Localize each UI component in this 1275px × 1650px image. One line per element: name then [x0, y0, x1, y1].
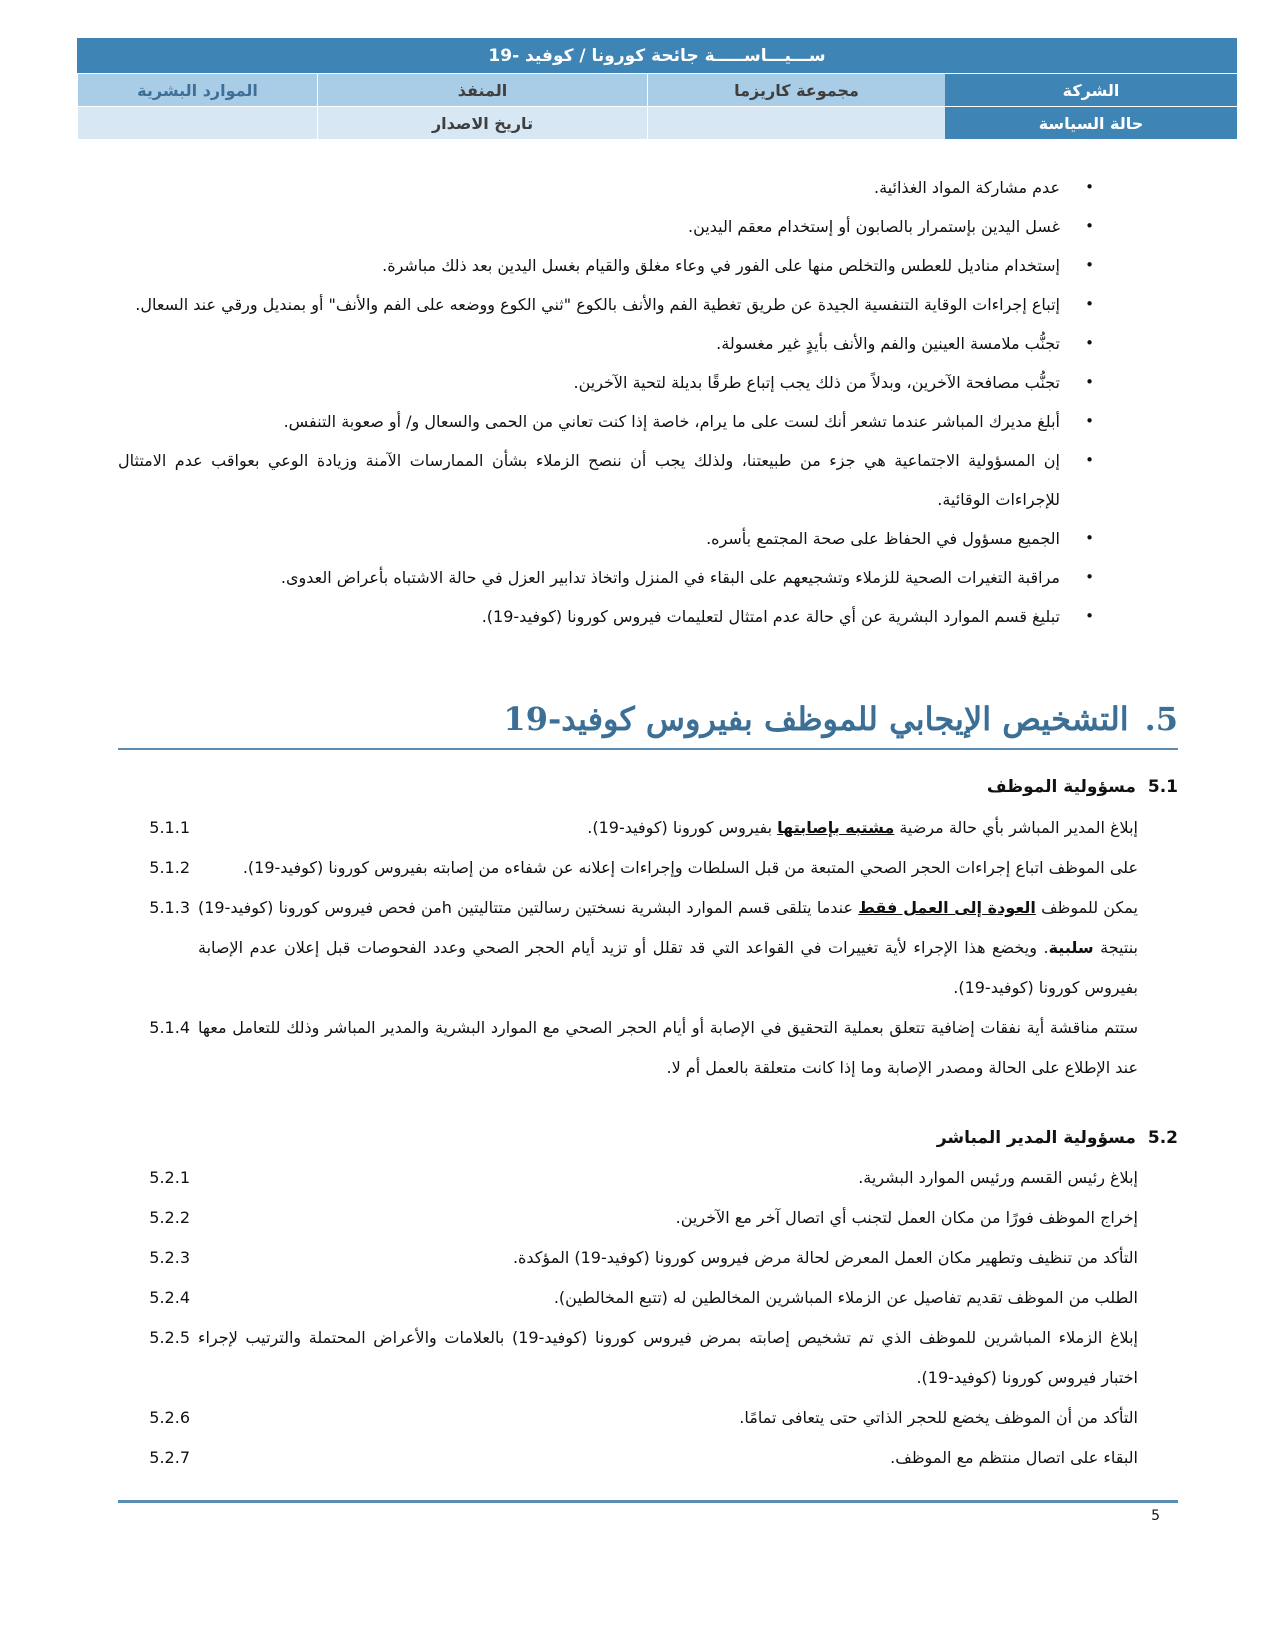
issue-date-value — [77, 107, 317, 139]
item-number: 5.2.1 — [149, 1168, 190, 1187]
list-item — [118, 1318, 1178, 1398]
list-item — [118, 888, 1178, 1008]
list-item — [118, 1398, 1178, 1438]
item-text: عندما يتلقى قسم الموارد البشرية نسختين رسالتين متتاليتين hمن فحص فيروس كورونا (كوفيد-19) بنتيجة — [198, 898, 1138, 957]
item-text: ستتم مناقشة أية نفقات إضافية تتعلق بعملية التحقيق في الإصابة أو أيام الحجر الصحي مع الموارد البشرية والمدير المباشر وذلك للتعامل معها عند الإطلاع على الحالة ومصدر الإصابة وما إذا كانت متعلقة بالعمل أم لا. — [198, 1018, 1138, 1077]
precautions-bullet-list — [118, 168, 1096, 636]
item-text: إبلاغ المدير المباشر بأي حالة مرضية — [894, 818, 1138, 837]
company-value: مجموعة كاريزما — [647, 74, 945, 106]
item-text: البقاء على اتصال منتظم مع الموظف. — [890, 1448, 1138, 1467]
item-number: 5.2.4 — [149, 1288, 190, 1307]
item-number: 5.2.7 — [149, 1448, 190, 1467]
policy-status-value — [647, 107, 945, 139]
policy-title: ســـيـــاســـــة جائحة كورونا / كوفيد -19 — [77, 38, 1237, 74]
bullet-item: • الجميع مسؤول في الحفاظ على صحة المجتمع بأسره. — [118, 519, 1096, 558]
item-text: التأكد من تنظيف وتطهير مكان العمل المعرض لحالة مرض فيروس كورونا (كوفيد-19) المؤكدة. — [512, 1248, 1138, 1267]
subsection-number: 5.2 — [1147, 1128, 1178, 1148]
item-text: الطلب من الموظف تقديم تفاصيل عن الزملاء المباشرين المخالطين له (تتبع المخالطين). — [553, 1288, 1138, 1307]
item-text: . ويخضع هذا الإجراء لأية تغييرات في القواعد التي قد تقلل أو تزيد أيام الحجر الصحي وعدد الفحوصات قبل إعلان عدم الإصابة بفيروس كورونا (كوفيد-19). — [198, 938, 1138, 997]
bullet-item: • تبليغ قسم الموارد البشرية عن أي حالة عدم امتثال لتعليمات فيروس كورونا (كوفيد-19). — [118, 597, 1096, 636]
page-number: 5 — [1151, 1508, 1160, 1524]
item-emphasis: العودة إلى العمل فقط — [858, 898, 1036, 917]
section-number: 5. — [1144, 700, 1178, 738]
list-item — [118, 808, 1178, 848]
bullet-item: • تجنُّب مصافحة الآخرين، وبدلاً من ذلك يجب إتباع طرقًا بديلة لتحية الآخرين. — [118, 363, 1096, 402]
item-number: 5.2.3 — [149, 1248, 190, 1267]
item-number: 5.1.4 — [149, 1018, 190, 1037]
item-text: إخراج الموظف فورًا من مكان العمل لتجنب أي اتصال آخر مع الآخرين. — [675, 1208, 1138, 1227]
bullet-item: • مراقبة التغيرات الصحية للزملاء وتشجيعهم على البقاء في المنزل واتخاذ تدابير العزل في حالة الاشتباه بأعراض العدوى. — [118, 558, 1096, 597]
bullet-item: • غسل اليدين بإستمرار بالصابون أو إستخدام معقم اليدين. — [118, 207, 1096, 246]
item-number: 5.1.1 — [149, 818, 190, 837]
header-row-1 — [77, 74, 1237, 107]
item-number: 5.2.6 — [149, 1408, 190, 1427]
bullet-item: • أبلغ مديرك المباشر عندما تشعر أنك لست على ما يرام، خاصة إذا كنت تعاني من الحمى والسعال و/ أو صعوبة التنفس. — [118, 402, 1096, 441]
bullet-item: • تجنُّب ملامسة العينين والفم والأنف بأيدٍ غير مغسولة. — [118, 324, 1096, 363]
list-item — [118, 1278, 1178, 1318]
bullet-item: • إستخدام مناديل للعطس والتخلص منها على الفور في وعاء مغلق والقيام بغسل اليدين بعد ذلك مباشرة. — [118, 246, 1096, 285]
item-text: إبلاغ الزملاء المباشرين للموظف الذي تم تشخيص إصابته بمرض فيروس كورونا (كوفيد-19) بالعلامات والأعراض المحتملة والترتيب لإجراء اختبار فيروس كورونا (كوفيد-19). — [198, 1328, 1138, 1387]
executor-value: الموارد البشرية — [77, 74, 317, 106]
item-text: التأكد من أن الموظف يخضع للحجر الذاتي حتى يتعافى تمامًا. — [739, 1408, 1138, 1427]
item-text: يمكن للموظف — [1035, 898, 1139, 917]
subsection-title: مسؤولية المدير المباشر — [936, 1128, 1136, 1148]
item-text: على الموظف اتباع إجراءات الحجر الصحي المتبعة من قبل السلطات وإجراءات إعلانه عن شفاءه من إصابته بفيروس كورونا (كوفيد-19). — [242, 858, 1138, 877]
list-item — [118, 1158, 1178, 1198]
list-item — [118, 848, 1178, 888]
subsection-title: مسؤولية الموظف — [986, 777, 1136, 797]
bullet-item: • إن المسؤولية الاجتماعية هي جزء من طبيعتنا، ولذلك يجب أن ننصح الزملاء بشأن الممارسات الآمنة وزيادة الوعي بعواقب عدم الامتثال للإجراءات الوقائية. — [118, 441, 1096, 519]
item-number: 5.2.5 — [149, 1328, 190, 1347]
list-item — [118, 1008, 1178, 1088]
item-text: إبلاغ رئيس القسم ورئيس الموارد البشرية. — [858, 1168, 1138, 1187]
bullet-item: • إتباع إجراءات الوقاية التنفسية الجيدة عن طريق تغطية الفم والأنف بالكوع "ثني الكوع ووضعه على الفم والأنف" أو بمنديل ورقي عند السعال. — [118, 285, 1096, 324]
employee-responsibility-list — [118, 808, 1178, 1088]
item-number: 5.1.3 — [149, 898, 190, 917]
section-heading — [118, 700, 1178, 738]
company-label: الشركة — [945, 74, 1237, 106]
subsection-number: 5.1 — [1147, 777, 1178, 797]
list-item — [118, 1438, 1178, 1478]
subsection-heading-employee — [118, 777, 1178, 797]
policy-header-table — [77, 38, 1237, 140]
list-item — [118, 1198, 1178, 1238]
policy-status-label: حالة السياسة — [945, 107, 1237, 139]
item-number: 5.1.2 — [149, 858, 190, 877]
item-emphasis: مشتبه بإصابتها — [777, 818, 895, 837]
item-number: 5.2.2 — [149, 1208, 190, 1227]
manager-responsibility-list — [118, 1158, 1178, 1478]
item-text: بفيروس كورونا (كوفيد-19). — [587, 818, 778, 837]
list-item — [118, 1238, 1178, 1278]
footer-divider — [118, 1500, 1178, 1503]
subsection-heading-manager — [118, 1128, 1178, 1148]
section-title: التشخيص الإيجابي للموظف بفيروس كوفيد-19 — [503, 700, 1129, 738]
issue-date-label: تاريخ الاصدار — [317, 107, 647, 139]
item-emphasis: سلبية — [1048, 938, 1094, 957]
section-divider — [118, 748, 1178, 750]
bullet-item: • عدم مشاركة المواد الغذائية. — [118, 168, 1096, 207]
executor-label: المنفذ — [317, 74, 647, 106]
header-row-2 — [77, 107, 1237, 140]
